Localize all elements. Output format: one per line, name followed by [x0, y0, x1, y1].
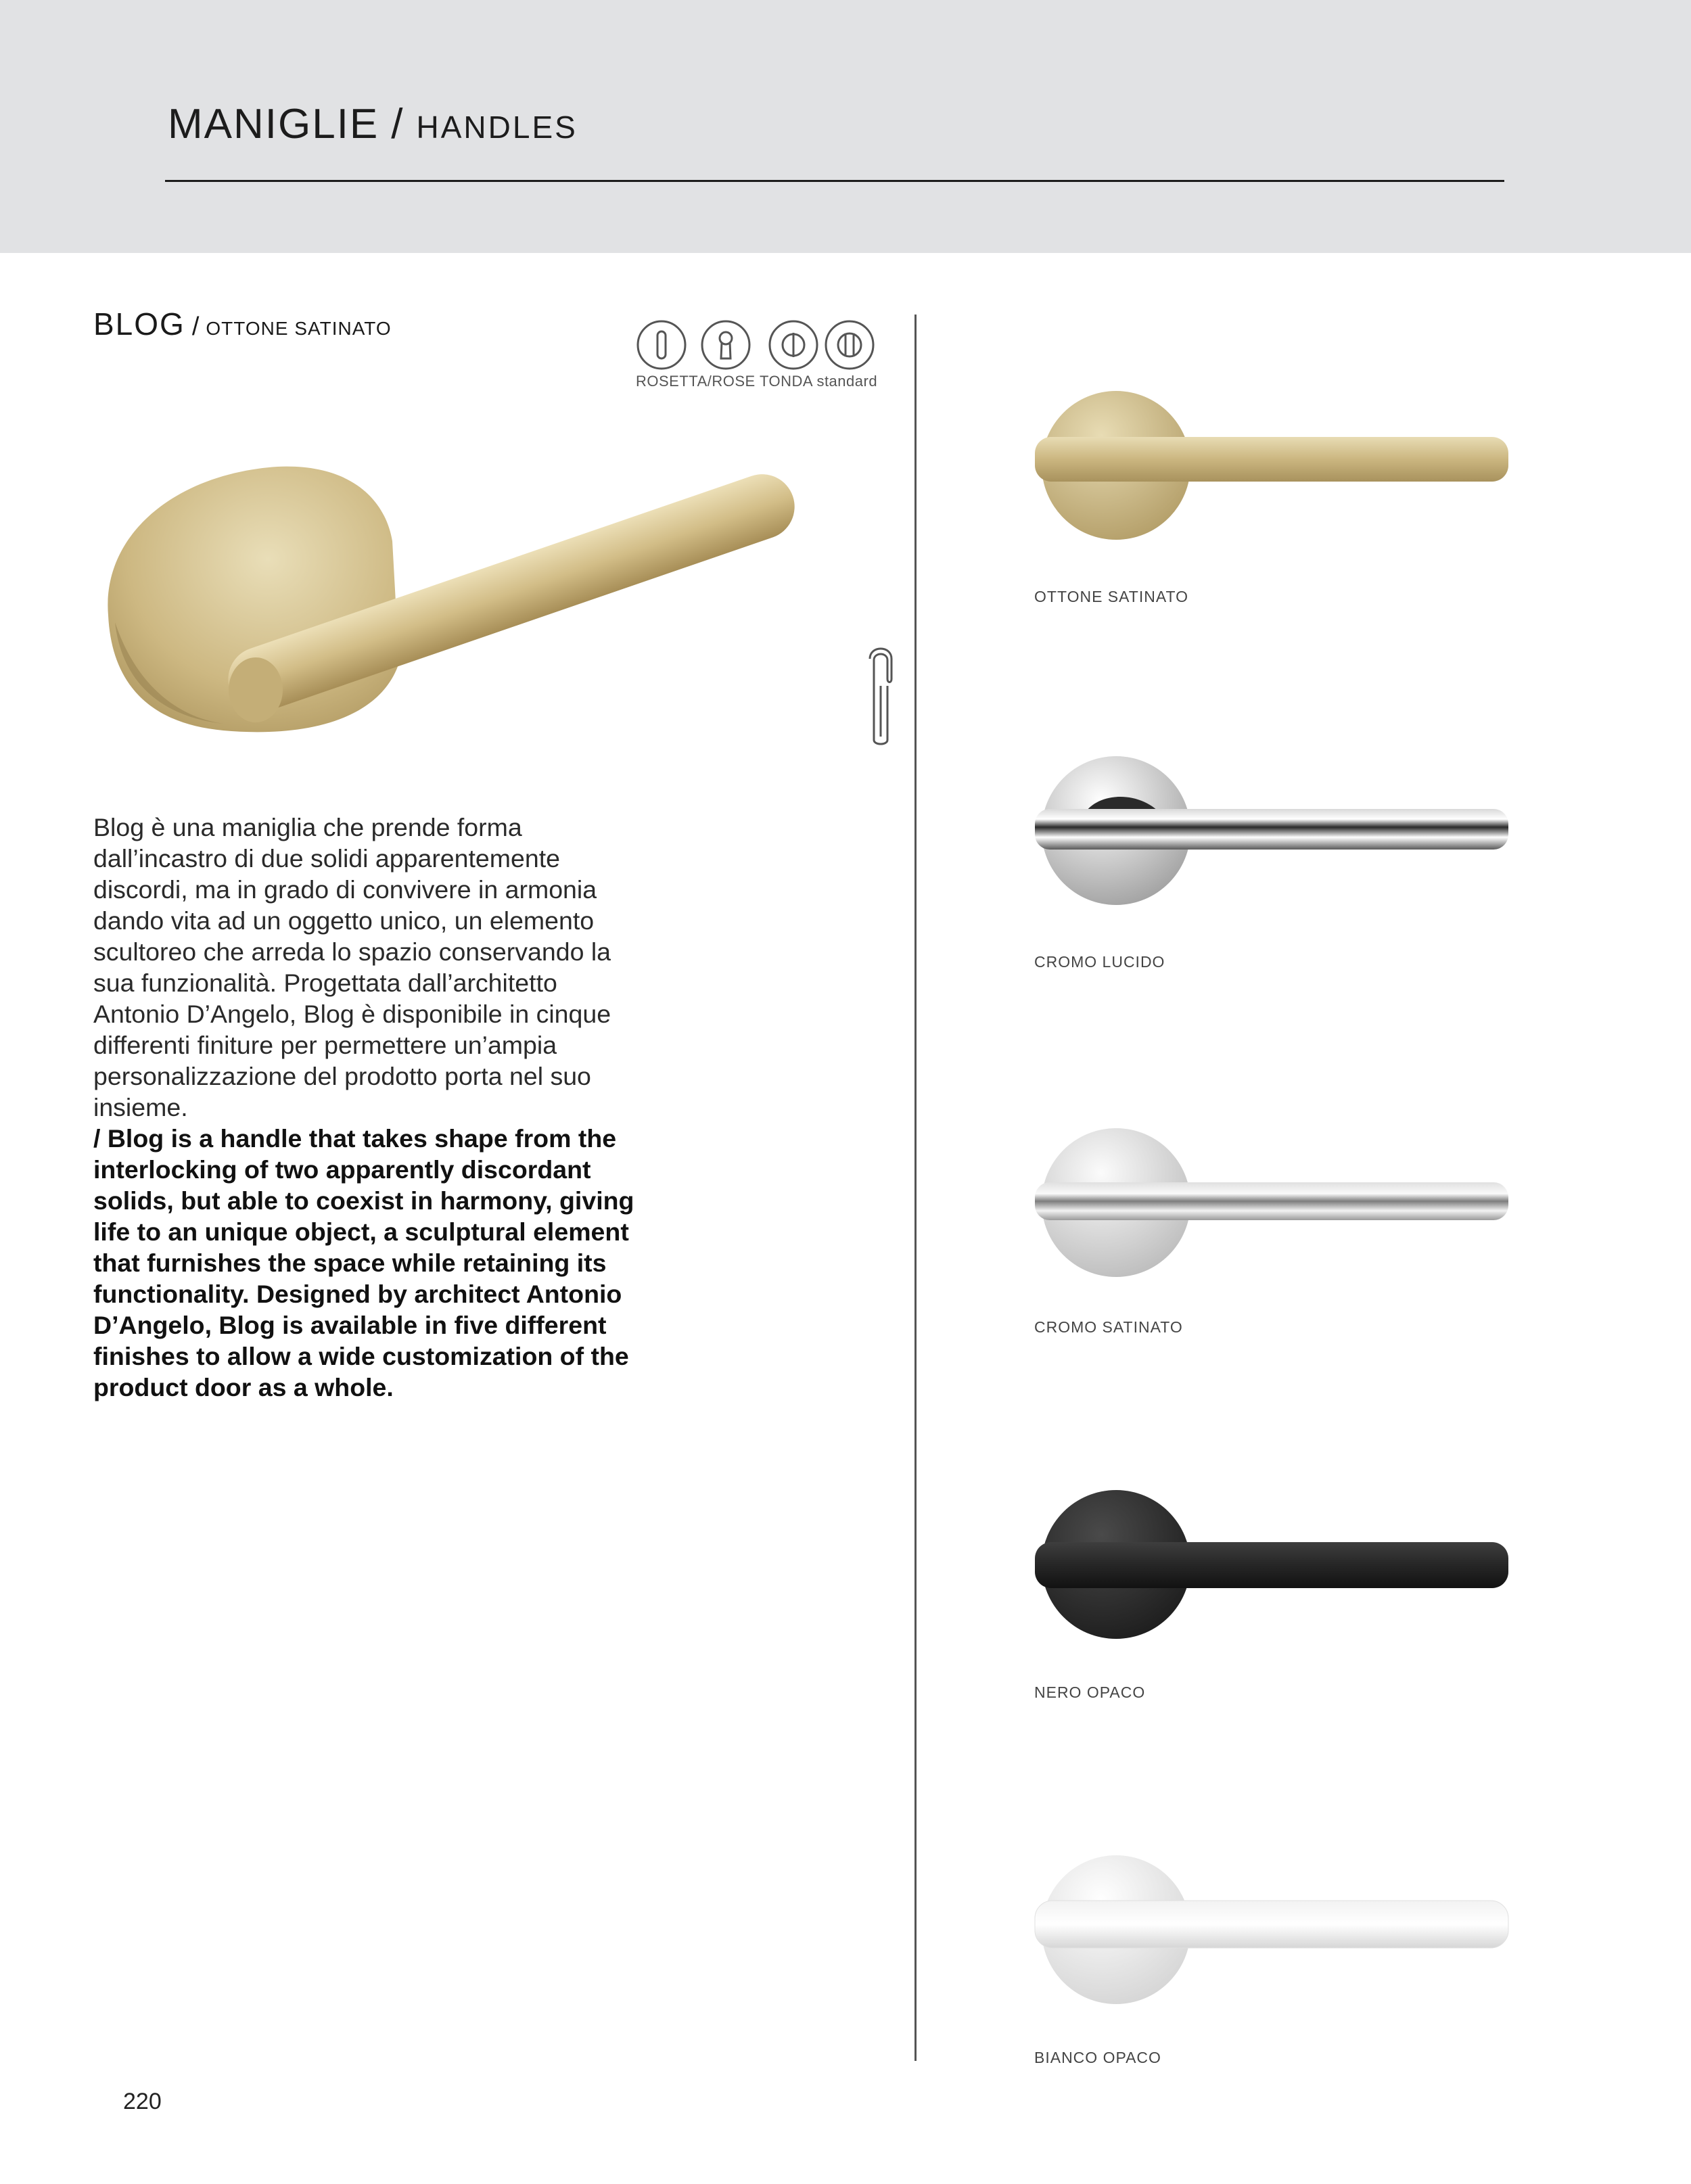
keyhole-rose-icon — [638, 321, 685, 369]
title-italian: MANIGLIE — [168, 101, 379, 147]
wc-privacy-rose-icon — [770, 321, 817, 369]
product-separator: / — [191, 312, 200, 341]
rose-icons — [634, 318, 878, 372]
page-number: 220 — [123, 2089, 162, 2114]
rose-label: ROSETTA/ROSE TONDA standard — [636, 373, 878, 390]
title-separator: / — [391, 101, 404, 147]
finish-image-cromo-satinato — [1028, 1121, 1515, 1324]
finish-label-cromo-lucido: CROMO LUCIDO — [1034, 953, 1165, 971]
euro-cylinder-rose-icon — [702, 321, 749, 369]
finish-label-nero-opaco: NERO OPACO — [1034, 1683, 1146, 1701]
lever-handle-icon — [863, 638, 898, 748]
finish-label-ottone-satinato: OTTONE SATINATO — [1034, 588, 1188, 605]
main-handle-image — [95, 440, 852, 758]
product-title — [93, 306, 392, 342]
finish-image-bianco-opaco — [1028, 1852, 1515, 2055]
product-name: BLOG — [93, 306, 185, 342]
wc-release-rose-icon — [826, 321, 873, 369]
product-finish: OTTONE SATINATO — [206, 318, 392, 339]
product-description — [93, 812, 634, 1403]
header-band — [0, 0, 1691, 253]
page-title — [168, 100, 578, 148]
description-italian: Blog è una maniglia che prende forma dall’incastro di due solidi apparentemente discordi, ma in grado di convivere in armonia dando vita ad un oggetto unico, un elemento scultoreo che arreda lo spazio conservando la sua funzionalità. Progettata dall’architetto Antonio D’Angelo, Blog è disponibile in cinque differenti finiture per permettere un’ampia personalizzazione del prodotto porta nel suo insieme. — [93, 813, 611, 1121]
finish-image-ottone-satinato — [1028, 391, 1515, 594]
finish-label-bianco-opaco: BIANCO OPACO — [1034, 2049, 1161, 2066]
title-english: HANDLES — [416, 110, 578, 145]
finish-image-cromo-lucido — [1028, 756, 1515, 959]
finish-image-nero-opaco — [1028, 1487, 1515, 1690]
header-rule — [165, 180, 1504, 182]
finish-label-cromo-satinato: CROMO SATINATO — [1034, 1318, 1183, 1336]
description-english: / Blog is a handle that takes shape from the interlocking of two apparently discordant solids, but able to coexist in harmony, giving life to an unique object, a sculptural element that furnishes the space while retaining its functionality. Designed by architect Antonio D’Angelo, Blog is available in five different finishes to allow a wide customization of the product door as a whole. — [93, 1124, 634, 1401]
column-divider — [914, 315, 917, 2061]
